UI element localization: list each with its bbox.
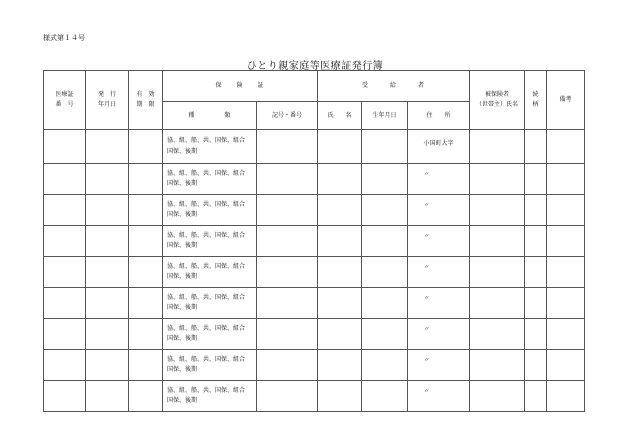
table-row — [44, 319, 585, 350]
table-row — [44, 350, 585, 381]
insurance-type-options-line1: 協、組、船、共、国保、組合 — [167, 355, 246, 363]
cell-validity[interactable] — [129, 288, 163, 319]
cell-insurance-type[interactable] — [163, 226, 257, 257]
cell-symbol-number[interactable] — [257, 319, 318, 350]
cell-birthdate[interactable] — [362, 381, 408, 412]
cell-insurance-type[interactable] — [163, 350, 257, 381]
cell-relationship[interactable] — [525, 130, 547, 164]
cell-validity[interactable] — [129, 319, 163, 350]
cell-insured-person[interactable] — [470, 350, 525, 381]
insurance-type-options-line2: 国保、後期 — [167, 366, 198, 373]
cell-name[interactable] — [318, 164, 362, 195]
cell-symbol-number[interactable] — [257, 257, 318, 288]
cell-address[interactable] — [408, 195, 470, 226]
cell-insurance-type[interactable] — [163, 319, 257, 350]
cell-symbol-number[interactable] — [257, 381, 318, 412]
cell-insurance-type[interactable] — [163, 195, 257, 226]
header-insurance-type: 種 類 — [163, 102, 257, 130]
cell-insured-person[interactable] — [470, 130, 525, 164]
header-relationship: 続 柄 — [525, 71, 547, 130]
table-row — [44, 164, 585, 195]
cell-issue-date[interactable] — [86, 319, 129, 350]
cell-birthdate[interactable] — [362, 288, 408, 319]
header-insurance-card: 保 険 証 — [163, 71, 318, 102]
cell-cert-number[interactable] — [44, 226, 86, 257]
cell-issue-date[interactable] — [86, 257, 129, 288]
cell-relationship[interactable] — [525, 350, 547, 381]
cell-validity[interactable] — [129, 130, 163, 164]
cell-validity[interactable] — [129, 381, 163, 412]
insurance-type-options-line1: 協、組、船、共、国保、組合 — [167, 293, 246, 301]
cell-birthdate[interactable] — [362, 319, 408, 350]
cell-issue-date[interactable] — [86, 381, 129, 412]
insurance-type-options-line2: 国保、後期 — [167, 180, 198, 187]
cell-birthdate[interactable] — [362, 226, 408, 257]
cell-validity[interactable] — [129, 350, 163, 381]
cell-cert-number[interactable] — [44, 288, 86, 319]
cell-symbol-number[interactable] — [257, 164, 318, 195]
cell-remarks[interactable] — [547, 195, 585, 226]
insurance-type-options-line2: 国保、後期 — [167, 304, 198, 311]
cell-insured-person[interactable] — [470, 195, 525, 226]
address-text: 〃 — [423, 171, 430, 178]
cell-birthdate[interactable] — [362, 130, 408, 164]
header-cert-number: 医療証 番 号 — [44, 71, 86, 130]
cell-validity[interactable] — [129, 226, 163, 257]
cell-cert-number[interactable] — [44, 257, 86, 288]
cell-insured-person[interactable] — [470, 257, 525, 288]
cell-issue-date[interactable] — [86, 195, 129, 226]
insurance-type-options-line2: 国保、後期 — [167, 335, 198, 342]
address-text: 〃 — [423, 264, 430, 271]
cell-address[interactable] — [408, 288, 470, 319]
table-row — [44, 195, 585, 226]
header-insured-person: 被保険者 （世帯主）氏名 — [470, 71, 525, 130]
cell-issue-date[interactable] — [86, 350, 129, 381]
header-recipient: 受 給 者 — [318, 71, 470, 102]
address-text: 〃 — [423, 202, 430, 209]
cell-address[interactable] — [408, 350, 470, 381]
cell-insured-person[interactable] — [470, 381, 525, 412]
cell-cert-number[interactable] — [44, 195, 86, 226]
cell-address[interactable] — [408, 381, 470, 412]
cell-validity[interactable] — [129, 257, 163, 288]
address-text: 〃 — [423, 357, 430, 364]
header-address: 住 所 — [408, 102, 470, 130]
cell-relationship[interactable] — [525, 195, 547, 226]
cell-address[interactable] — [408, 164, 470, 195]
insurance-type-options-line1: 協、組、船、共、国保、組合 — [167, 200, 246, 208]
cell-name[interactable] — [318, 350, 362, 381]
cell-address[interactable] — [408, 130, 470, 164]
insurance-type-options-line1: 協、組、船、共、国保、組合 — [167, 324, 246, 332]
insurance-type-options-line1: 協、組、船、共、国保、組合 — [167, 386, 246, 394]
cell-relationship[interactable] — [525, 319, 547, 350]
cell-birthdate[interactable] — [362, 164, 408, 195]
cell-birthdate[interactable] — [362, 257, 408, 288]
cell-remarks[interactable] — [547, 381, 585, 412]
cell-symbol-number[interactable] — [257, 130, 318, 164]
cell-insured-person[interactable] — [470, 226, 525, 257]
cell-remarks[interactable] — [547, 226, 585, 257]
cell-remarks[interactable] — [547, 319, 585, 350]
insurance-type-options-line2: 国保、後期 — [167, 397, 198, 404]
cell-remarks[interactable] — [547, 350, 585, 381]
cell-remarks[interactable] — [547, 130, 585, 164]
cell-cert-number[interactable] — [44, 350, 86, 381]
insurance-type-options-line2: 国保、後期 — [167, 242, 198, 249]
page-title: ひとり親家庭等医療証発行簿 — [246, 61, 384, 72]
cell-insurance-type[interactable] — [163, 288, 257, 319]
address-text: 〃 — [423, 388, 430, 395]
address-text: 〃 — [423, 295, 430, 302]
form-number: 様式第１４号 — [43, 34, 85, 42]
address-text: 小国町大字 — [423, 140, 454, 147]
cell-insurance-type[interactable] — [163, 381, 257, 412]
cell-relationship[interactable] — [525, 164, 547, 195]
insurance-type-options-line1: 協、組、船、共、国保、組合 — [167, 169, 246, 177]
header-remarks: 備考 — [547, 71, 585, 130]
header-birthdate: 生年月日 — [362, 102, 408, 130]
cell-cert-number[interactable] — [44, 319, 86, 350]
cell-insurance-type[interactable] — [163, 164, 257, 195]
cell-relationship[interactable] — [525, 226, 547, 257]
cell-issue-date[interactable] — [86, 226, 129, 257]
cell-address[interactable] — [408, 257, 470, 288]
cell-remarks[interactable] — [547, 164, 585, 195]
table-row — [44, 288, 585, 319]
cell-relationship[interactable] — [525, 288, 547, 319]
cell-validity[interactable] — [129, 195, 163, 226]
cell-relationship[interactable] — [525, 257, 547, 288]
header-symbol-number: 記号・番号 — [257, 102, 318, 130]
cell-symbol-number[interactable] — [257, 288, 318, 319]
issuance-ledger-table — [43, 70, 585, 412]
cell-address[interactable] — [408, 226, 470, 257]
cell-address[interactable] — [408, 319, 470, 350]
cell-birthdate[interactable] — [362, 350, 408, 381]
table-row — [44, 257, 585, 288]
cell-insured-person[interactable] — [470, 288, 525, 319]
cell-remarks[interactable] — [547, 288, 585, 319]
header-name: 氏 名 — [318, 102, 362, 130]
table-row — [44, 226, 585, 257]
cell-name[interactable] — [318, 288, 362, 319]
cell-cert-number[interactable] — [44, 130, 86, 164]
cell-name[interactable] — [318, 195, 362, 226]
cell-symbol-number[interactable] — [257, 350, 318, 381]
cell-cert-number[interactable] — [44, 164, 86, 195]
cell-cert-number[interactable] — [44, 381, 86, 412]
cell-symbol-number[interactable] — [257, 226, 318, 257]
cell-name[interactable] — [318, 381, 362, 412]
cell-insurance-type[interactable] — [163, 130, 257, 164]
header-validity: 有 効 期 限 — [129, 71, 163, 130]
insurance-type-options-line2: 国保、後期 — [167, 273, 198, 280]
cell-name[interactable] — [318, 257, 362, 288]
cell-birthdate[interactable] — [362, 195, 408, 226]
address-text: 〃 — [423, 326, 430, 333]
cell-issue-date[interactable] — [86, 288, 129, 319]
cell-name[interactable] — [318, 319, 362, 350]
cell-issue-date[interactable] — [86, 164, 129, 195]
cell-insurance-type[interactable] — [163, 257, 257, 288]
cell-name[interactable] — [318, 130, 362, 164]
cell-name[interactable] — [318, 226, 362, 257]
cell-insured-person[interactable] — [470, 164, 525, 195]
table-row — [44, 130, 585, 164]
header-issue-date: 発 行 年月日 — [86, 71, 129, 130]
address-text: 〃 — [423, 233, 430, 240]
cell-remarks[interactable] — [547, 257, 585, 288]
insurance-type-options-line1: 協、組、船、共、国保、組合 — [167, 231, 246, 239]
cell-issue-date[interactable] — [86, 130, 129, 164]
cell-validity[interactable] — [129, 164, 163, 195]
ledger-body — [44, 130, 585, 412]
insurance-type-options-line1: 協、組、船、共、国保、組合 — [167, 137, 246, 144]
table-row — [44, 381, 585, 412]
insurance-type-options-line2: 国保、後期 — [167, 147, 198, 155]
cell-relationship[interactable] — [525, 381, 547, 412]
insurance-type-options-line1: 協、組、船、共、国保、組合 — [167, 262, 246, 270]
cell-insured-person[interactable] — [470, 319, 525, 350]
cell-symbol-number[interactable] — [257, 195, 318, 226]
insurance-type-options-line2: 国保、後期 — [167, 211, 198, 218]
